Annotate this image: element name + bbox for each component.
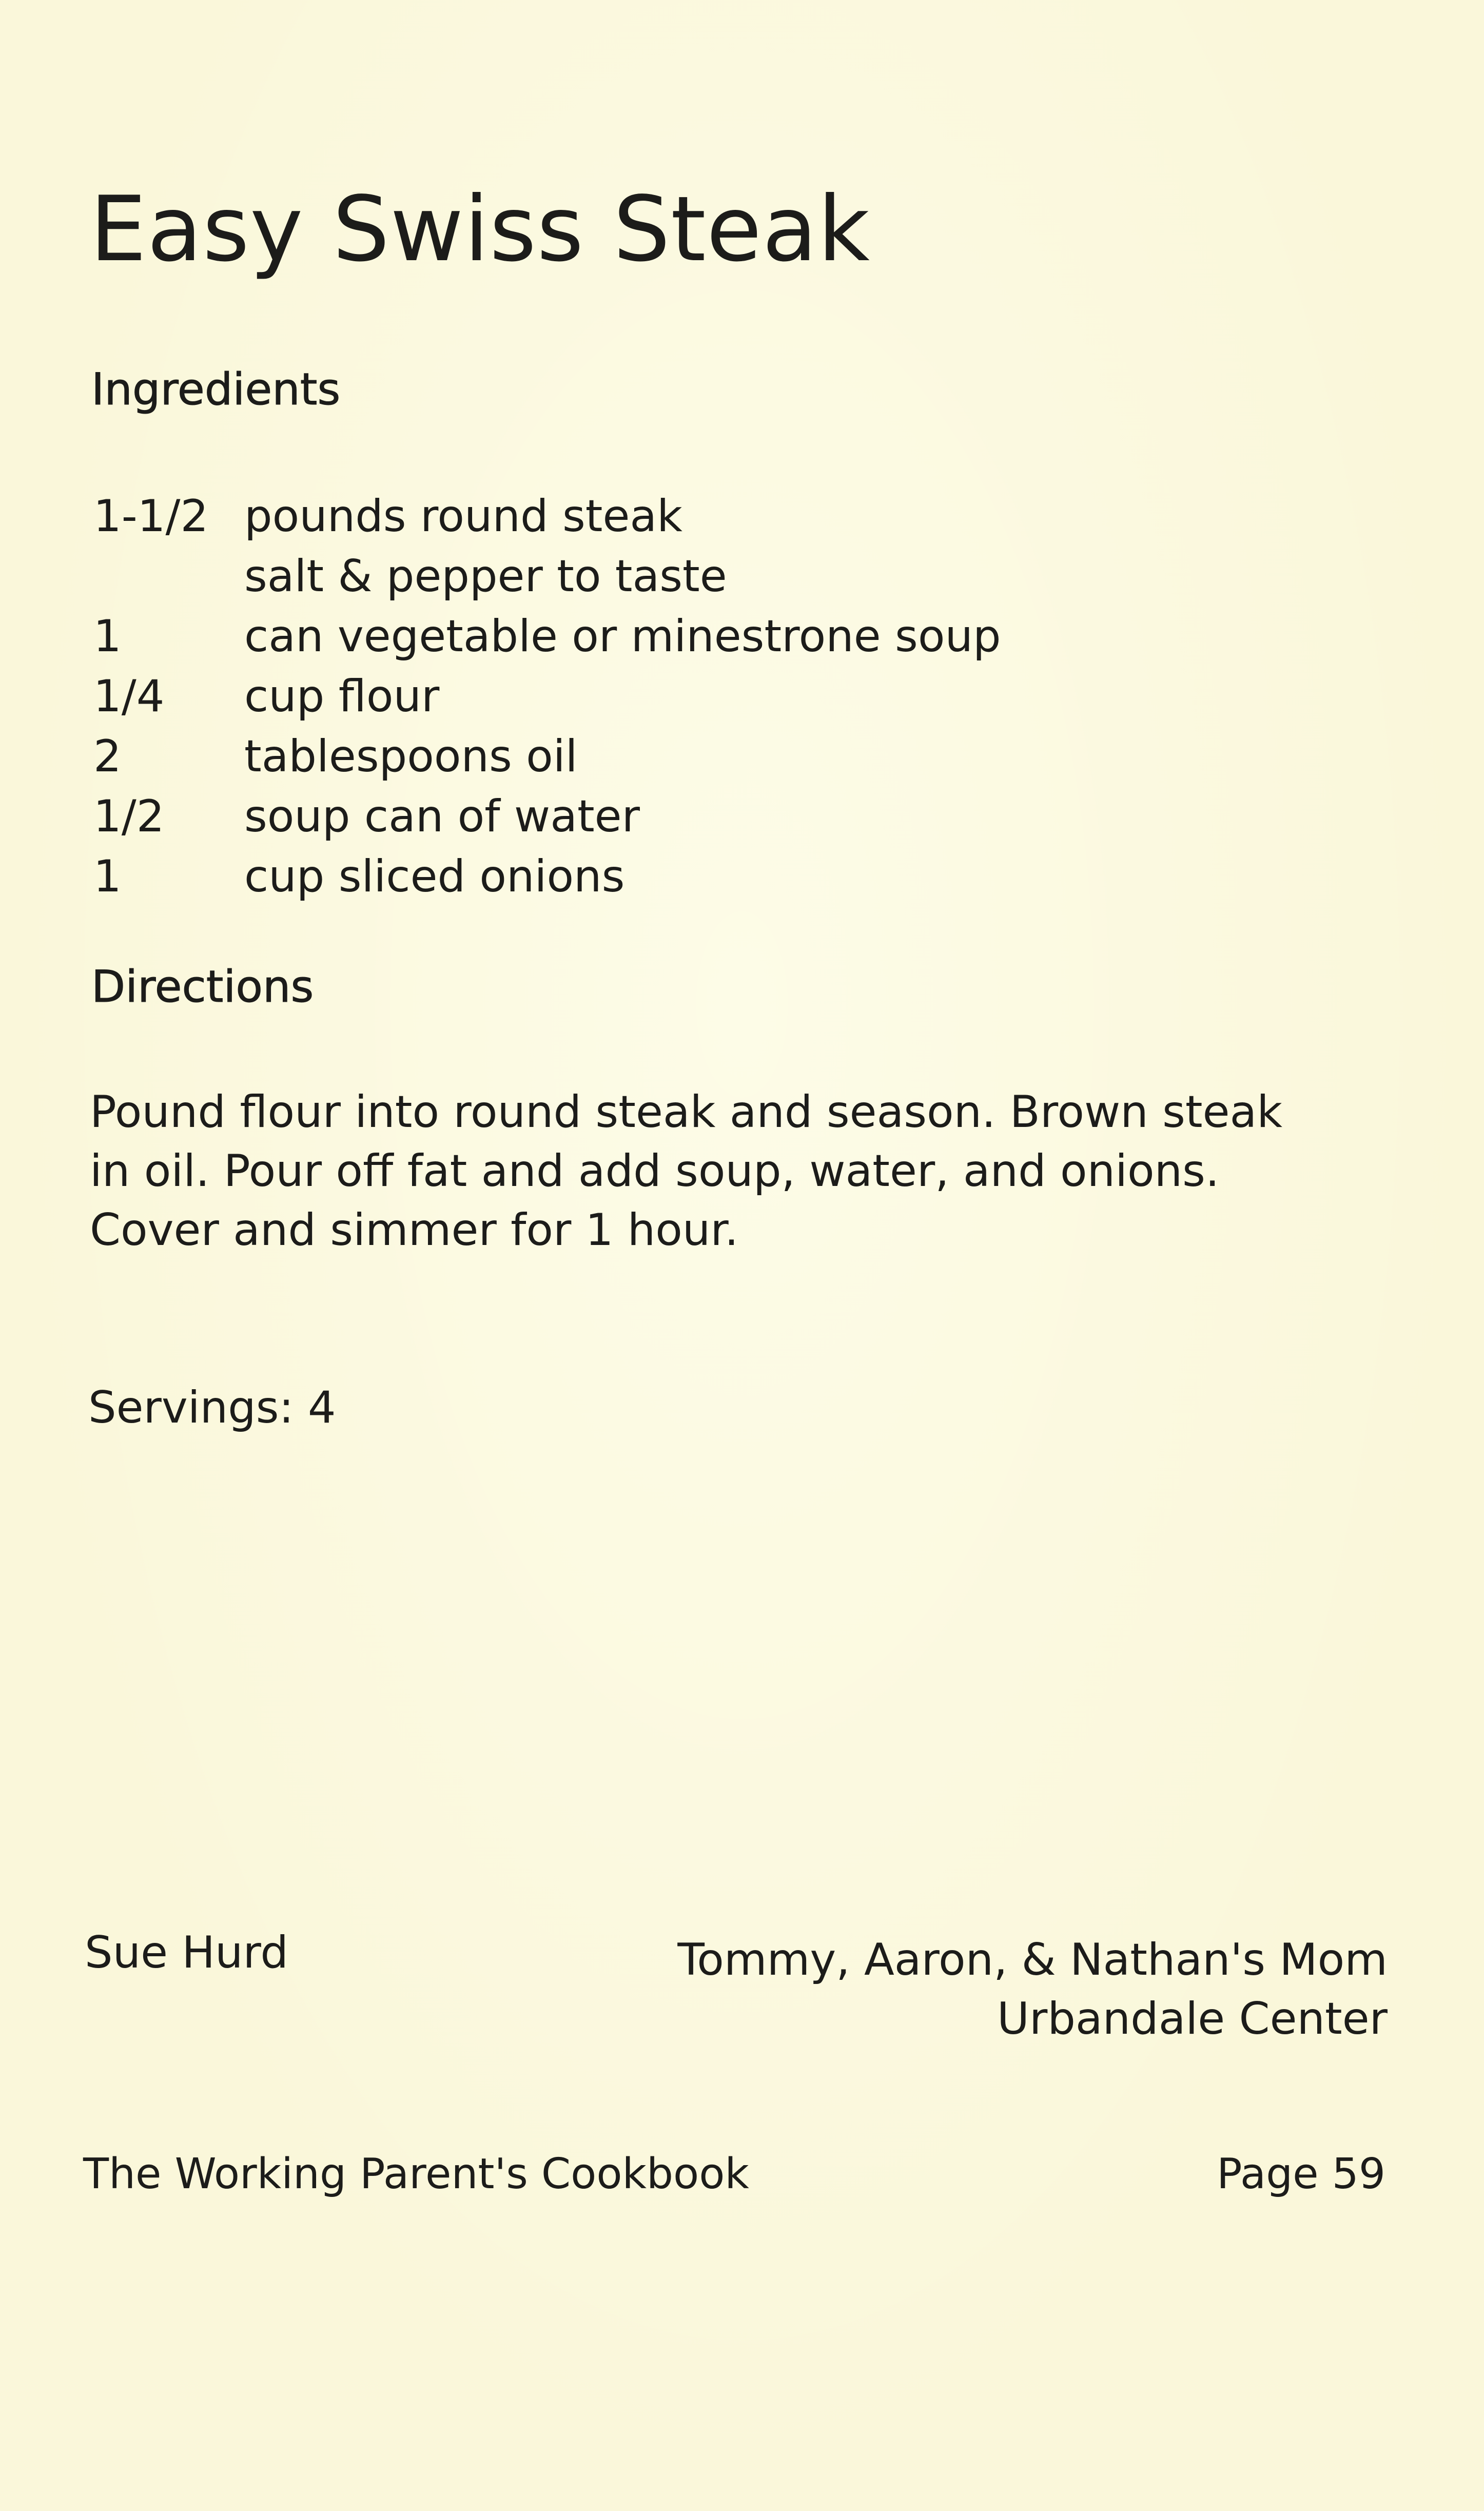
directions-line: Cover and simmer for 1 hour. <box>90 1204 739 1256</box>
recipe-title: Easy Swiss Steak <box>90 178 870 282</box>
directions-line: Pound flour into round steak and season. Brown steak <box>90 1086 1283 1138</box>
ingredient-quantity: 1/2 <box>93 791 165 842</box>
ingredient-quantity: 1 <box>93 611 122 662</box>
directions-heading: Directions <box>91 961 314 1013</box>
contributor-info <box>677 1931 1388 2049</box>
ingredient-quantity: 1/4 <box>93 671 165 722</box>
servings: Servings: 4 <box>88 1382 336 1433</box>
ingredient-description: cup flour <box>244 671 440 722</box>
book-title: The Working Parent's Cookbook <box>83 2150 749 2198</box>
contributor-name: Sue Hurd <box>85 1927 288 1978</box>
ingredient-row <box>93 547 1376 607</box>
contributor-relation: Tommy, Aaron, & Nathan's Mom <box>677 1934 1388 1986</box>
ingredient-row <box>93 727 1376 787</box>
ingredients-heading: Ingredients <box>91 364 341 415</box>
ingredient-description: cup sliced onions <box>244 851 625 902</box>
page-number: Page 59 <box>1217 2150 1385 2198</box>
directions-text <box>90 1083 1403 1260</box>
ingredient-row <box>93 486 1376 547</box>
ingredient-quantity: 2 <box>93 731 122 782</box>
ingredient-quantity: 1 <box>93 851 122 902</box>
contributor-location: Urbandale Center <box>997 1993 1388 2045</box>
ingredients-list <box>93 486 1376 907</box>
ingredient-description: can vegetable or minestrone soup <box>244 611 1001 662</box>
ingredient-description: tablespoons oil <box>244 731 578 782</box>
ingredient-description: salt & pepper to taste <box>244 551 727 602</box>
directions-line: in oil. Pour off fat and add soup, water, and onions. <box>90 1145 1220 1197</box>
ingredient-row <box>93 787 1376 847</box>
ingredient-row <box>93 667 1376 727</box>
ingredient-description: pounds round steak <box>244 491 682 542</box>
ingredient-row <box>93 847 1376 907</box>
ingredient-description: soup can of water <box>244 791 640 842</box>
ingredient-quantity: 1-1/2 <box>93 491 209 542</box>
ingredient-row <box>93 607 1376 667</box>
